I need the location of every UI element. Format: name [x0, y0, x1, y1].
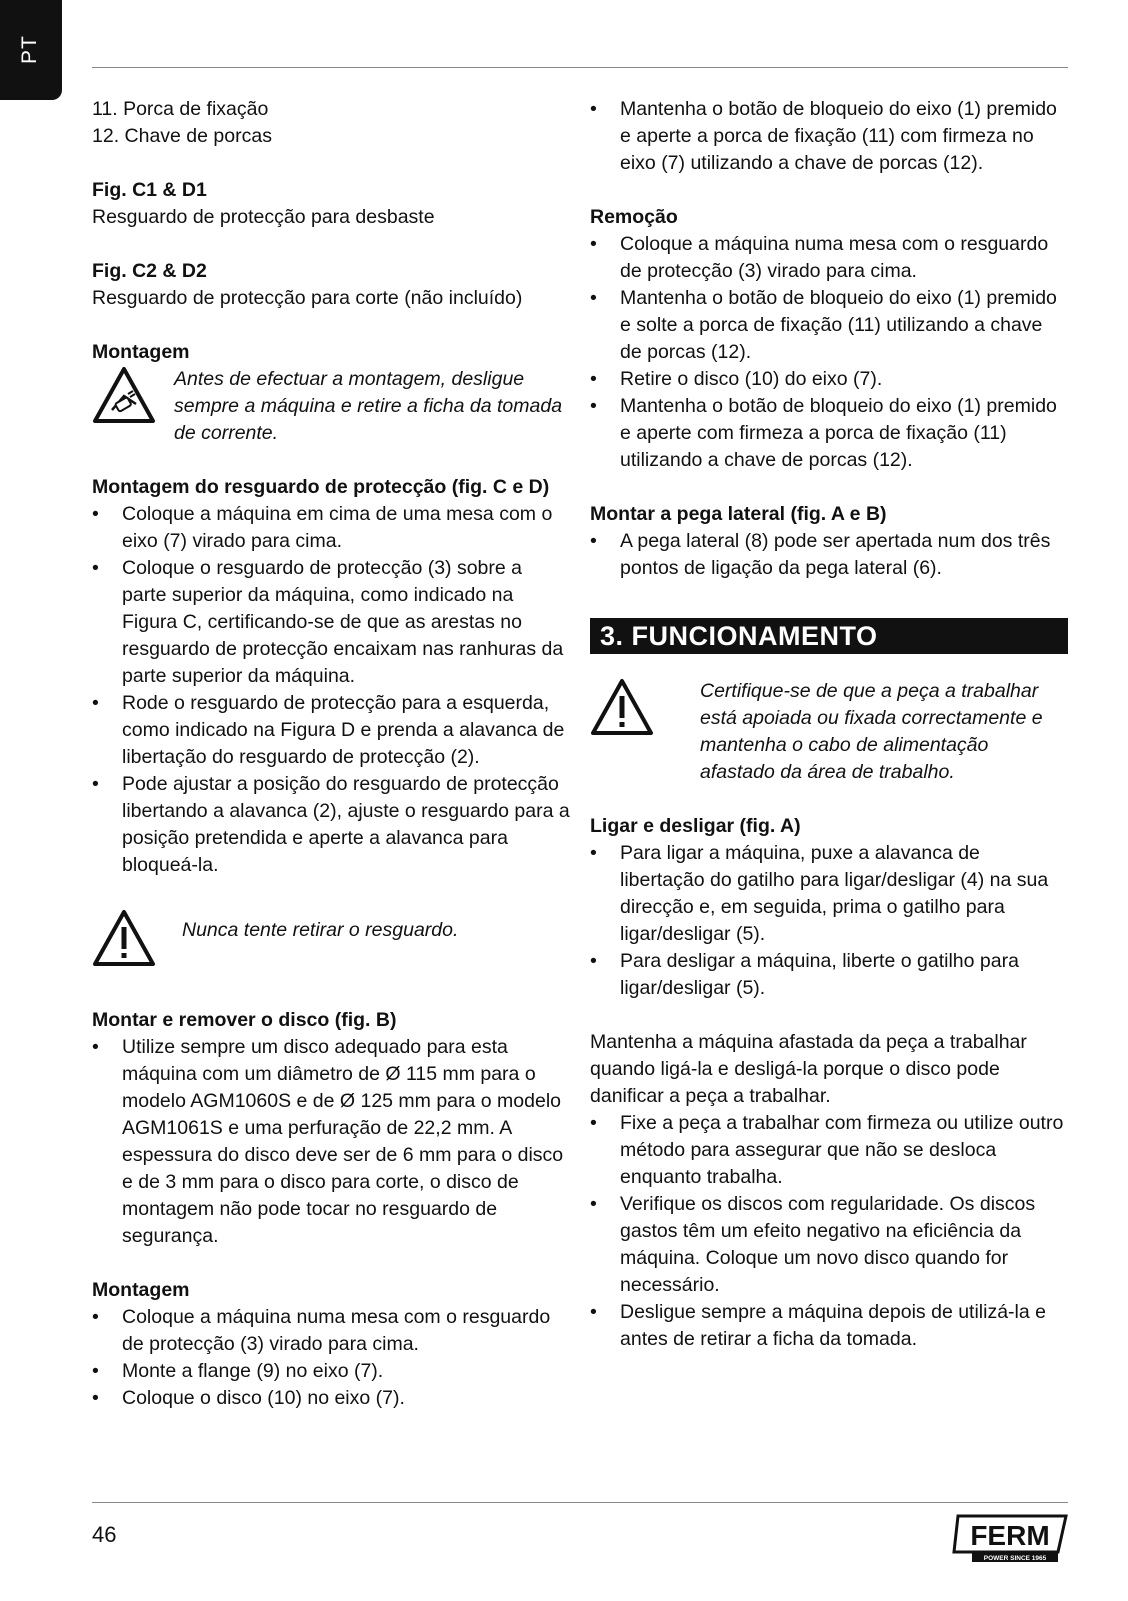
list-item: • Rode o resguardo de protecção para a esquerda, como indicado na Figura D e prenda a alavanca de libertação do resguardo de protecção (2).	[92, 690, 570, 771]
language-tab	[0, 0, 62, 100]
list-item: • Retire o disco (10) do eixo (7).	[590, 366, 1068, 393]
fig-c2-text: Resguardo de protecção para corte (não incluído)	[92, 287, 523, 309]
section-title: 3. FUNCIONAMENTO	[590, 618, 1068, 654]
onoff-heading: Ligar e desligar (fig. A)	[590, 815, 801, 837]
guard-removal-warning-text: Nunca tente retirar o resguardo.	[182, 919, 459, 941]
parts-item-12: 12. Chave de porcas	[92, 125, 272, 147]
list-item: • Desligue sempre a máquina depois de utilizá-la e antes de retirar a ficha da tomada.	[590, 1299, 1068, 1353]
page-number: 46	[92, 1522, 117, 1547]
list-item: • Coloque a máquina em cima de uma mesa com o eixo (7) virado para cima.	[92, 501, 570, 555]
removal-heading: Remoção	[590, 206, 678, 228]
side-handle-list	[590, 528, 1068, 582]
guard-mount-heading: Montagem do resguardo de protecção (fig. C e D)	[92, 476, 550, 498]
left-column	[92, 96, 570, 1412]
unplug-warning-icon	[92, 366, 174, 432]
keep-away-list	[590, 1110, 1068, 1353]
keep-away-text: Mantenha a máquina afastada da peça a trabalhar quando ligá-la e desligá-la porque o disco pode danificar a peça a trabalhar.	[590, 1031, 1027, 1107]
tighten-list	[590, 96, 1068, 177]
list-item: • Utilize sempre um disco adequado para esta máquina com um diâmetro de Ø 115 mm para o modelo AGM1060S e de Ø 125 mm para o modelo AGM1061S e uma perfuração de 22,2 mm. A espessura do disco deve ser de 6 mm para o disco e de 3 mm para o disco para corte, o disco de montagem não pode tocar no resguardo de segurança.	[92, 1034, 570, 1250]
list-item: • Fixe a peça a trabalhar com firmeza ou utilize outro método para assegurar que não se desloca enquanto trabalha.	[590, 1110, 1068, 1191]
ferm-logo	[952, 1514, 1068, 1564]
workpiece-warning	[590, 678, 1068, 786]
removal-list	[590, 231, 1068, 474]
right-column	[590, 96, 1068, 1353]
warning-triangle-icon	[590, 678, 700, 744]
onoff-list	[590, 840, 1068, 1002]
list-item: • Mantenha o botão de bloqueio do eixo (1) premido e aperte a porca de fixação (11) com firmeza no eixo (7) utilizando a chave de porcas (12).	[590, 96, 1068, 177]
workpiece-warning-text: Certifique-se de que a peça a trabalhar está apoiada ou fixada correctamente e mantenha o cabo de alimentação afastado da área de trabalho.	[700, 680, 1043, 783]
unplug-warning	[92, 366, 570, 447]
fig-c1-text: Resguardo de protecção para desbaste	[92, 206, 435, 228]
guard-removal-warning	[92, 909, 570, 987]
list-item: • Para ligar a máquina, puxe a alavanca de libertação do gatilho para ligar/desligar (4) na sua direcção e, em seguida, prima o gatilho para ligar/desligar (5).	[590, 840, 1068, 948]
list-item: • Coloque a máquina numa mesa com o resguardo de protecção (3) virado para cima.	[590, 231, 1068, 285]
logo-tagline: POWER SINCE 1965	[983, 1555, 1047, 1562]
disc-list	[92, 1034, 570, 1250]
montagem-disc-heading: Montagem	[92, 1279, 190, 1301]
montagem-heading: Montagem	[92, 341, 190, 363]
side-handle-heading: Montar a pega lateral (fig. A e B)	[590, 503, 887, 525]
list-item: • Mantenha o botão de bloqueio do eixo (1) premido e aperte com firmeza a porca de fixação (11) utilizando a chave de porcas (12).	[590, 393, 1068, 474]
list-item: • Coloque a máquina numa mesa com o resguardo de protecção (3) virado para cima.	[92, 1304, 570, 1358]
list-item: • Para desligar a máquina, liberte o gatilho para ligar/desligar (5).	[590, 948, 1068, 1002]
montagem-disc-list	[92, 1304, 570, 1412]
list-item: • Coloque o disco (10) no eixo (7).	[92, 1385, 570, 1412]
parts-item-11: 11. Porca de fixação	[92, 98, 269, 120]
list-item: • Coloque o resguardo de protecção (3) sobre a parte superior da máquina, como indicado na Figura C, certificando-se de que as arestas no resguardo de protecção encaixam nas ranhuras da parte superior da máquina.	[92, 555, 570, 690]
warning-triangle-icon	[92, 909, 182, 975]
list-item: • Verifique os discos com regularidade. Os discos gastos têm um efeito negativo na eficiência da máquina. Coloque um novo disco quando for necessário.	[590, 1191, 1068, 1299]
list-item: • Monte a flange (9) no eixo (7).	[92, 1358, 570, 1385]
language-code: PT	[18, 35, 41, 64]
logo-text: FERM	[970, 1520, 1050, 1551]
top-divider	[92, 67, 1068, 68]
guard-mount-list	[92, 501, 570, 879]
fig-c1-heading: Fig. C1 & D1	[92, 179, 207, 201]
bottom-divider	[92, 1502, 1068, 1503]
fig-c2-heading: Fig. C2 & D2	[92, 260, 207, 282]
list-item: • Mantenha o botão de bloqueio do eixo (1) premido e solte a porca de fixação (11) utilizando a chave de porcas (12).	[590, 285, 1068, 366]
unplug-warning-text: Antes de efectuar a montagem, desligue sempre a máquina e retire a ficha da tomada de corrente.	[174, 368, 563, 444]
disc-heading: Montar e remover o disco (fig. B)	[92, 1009, 397, 1031]
list-item: • A pega lateral (8) pode ser apertada num dos três pontos de ligação da pega lateral (6).	[590, 528, 1068, 582]
list-item: • Pode ajustar a posição do resguardo de protecção libertando a alavanca (2), ajuste o resguardo para a posição pretendida e aperte a alavanca para bloqueá-la.	[92, 771, 570, 879]
